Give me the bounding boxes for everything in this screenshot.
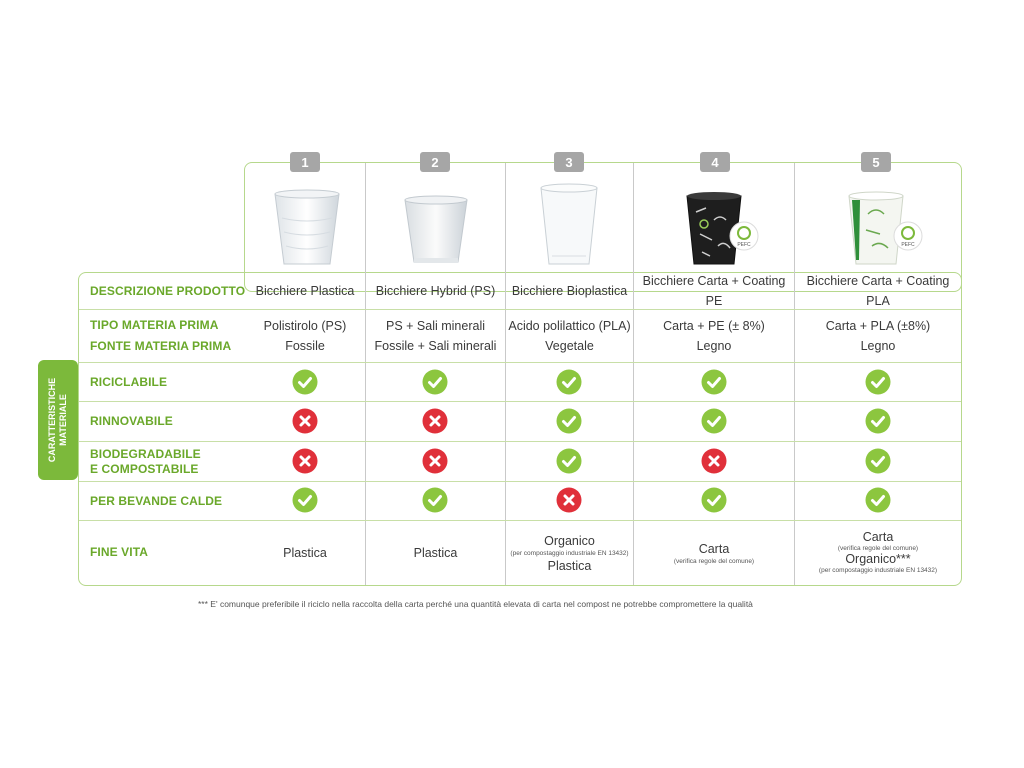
fine-vita-note: (per compostaggio industriale EN 13432) xyxy=(510,549,629,557)
check-icon xyxy=(422,487,448,513)
row-label-fine-vita: FINE VITA xyxy=(90,545,149,559)
description-cell: Bicchiere Hybrid (PS) xyxy=(375,284,496,298)
bioplastic-cup-image xyxy=(538,182,600,268)
cross-icon xyxy=(422,448,448,474)
row-label-fonte: FONTE MATERIA PRIMA xyxy=(90,339,232,353)
materia-cell xyxy=(634,310,794,362)
product-number-badge: 5 xyxy=(861,152,891,172)
product-number-badge: 3 xyxy=(554,152,584,172)
fine-vita-cell xyxy=(634,521,794,585)
materia-cell xyxy=(506,310,633,362)
check-icon xyxy=(422,369,448,395)
fine-vita-text: Organico*** xyxy=(845,552,911,566)
row-label-bevande: PER BEVANDE CALDE xyxy=(90,494,223,508)
paper-cup-pe-image xyxy=(684,190,764,268)
check-icon xyxy=(556,448,582,474)
footnote: *** E' comunque preferibile il riciclo nella raccolta della carta perché una quantità elevata di carta nel compost ne potrebbe compromettere la qualità xyxy=(198,599,753,609)
materia-text: Polistirolo (PS) xyxy=(263,319,347,333)
check-icon xyxy=(556,408,582,434)
check-icon xyxy=(556,369,582,395)
sidebar-label-line1: CARATTERISTICHE xyxy=(47,377,57,463)
row-divider xyxy=(79,362,961,363)
fonte-text: Legno xyxy=(696,339,732,353)
description-cell: Bicchiere Carta + Coating PE xyxy=(642,274,786,308)
materia-cell xyxy=(795,310,961,362)
check-icon xyxy=(292,369,318,395)
row-divider xyxy=(79,441,961,442)
fine-vita-note: (per compostaggio industriale EN 13432) xyxy=(818,567,938,574)
product-number-badge: 4 xyxy=(700,152,730,172)
materia-text: Carta + PLA (±8%) xyxy=(825,319,931,333)
row-divider xyxy=(79,481,961,482)
fine-vita-cell xyxy=(795,521,961,585)
paper-cup-pla-image xyxy=(846,190,928,268)
cross-icon xyxy=(701,448,727,474)
plastic-cup-image xyxy=(272,188,342,268)
cross-icon xyxy=(292,408,318,434)
check-icon xyxy=(865,487,891,513)
fonte-text: Fossile xyxy=(285,339,325,353)
row-label-rinnovabile: RINNOVABILE xyxy=(90,414,173,428)
description-cell: Bicchiere Plastica xyxy=(255,284,355,298)
materia-text: Carta + PE (± 8%) xyxy=(663,319,765,333)
check-icon xyxy=(865,448,891,474)
pefc-label: PEFC xyxy=(737,242,751,248)
fine-vita-cell xyxy=(506,521,633,585)
fine-vita-cell xyxy=(366,521,505,585)
fine-vita-cell xyxy=(245,521,365,585)
row-label-biodegradabile xyxy=(90,447,201,477)
row-label-biodegradabile-line1: BIODEGRADABILE xyxy=(90,447,201,461)
cross-icon xyxy=(292,448,318,474)
fine-vita-text: Plastica xyxy=(413,546,458,560)
sidebar-caratteristiche xyxy=(38,360,78,480)
fonte-text: Legno xyxy=(860,339,896,353)
materia-cell xyxy=(366,310,505,362)
check-icon xyxy=(292,487,318,513)
fine-vita-note: (verifica regole del comune) xyxy=(837,545,919,552)
check-icon xyxy=(865,408,891,434)
sidebar-label-line2: MATERIALE xyxy=(58,394,68,446)
check-icon xyxy=(865,369,891,395)
pefc-label: PEFC xyxy=(901,242,915,248)
hybrid-cup-image xyxy=(402,194,470,268)
fonte-text: Vegetale xyxy=(545,339,594,353)
cross-icon xyxy=(556,487,582,513)
fine-vita-text: Plastica xyxy=(283,546,327,560)
product-number-badge: 2 xyxy=(420,152,450,172)
row-label-riciclabile: RICICLABILE xyxy=(90,375,168,389)
row-divider xyxy=(79,401,961,402)
description-cell: Bicchiere Carta + Coating PLA xyxy=(806,274,950,308)
materia-cell xyxy=(245,310,365,362)
materia-text: Acido polilattico (PLA) xyxy=(508,319,631,333)
fine-vita-text: Carta xyxy=(862,530,894,544)
materia-text: PS + Sali minerali xyxy=(386,319,485,333)
fine-vita-text: Plastica xyxy=(547,558,592,573)
product-number-badge: 1 xyxy=(290,152,320,172)
fine-vita-text: Organico xyxy=(544,533,595,548)
check-icon xyxy=(701,369,727,395)
row-label-biodegradabile-line2: E COMPOSTABILE xyxy=(90,462,199,476)
check-icon xyxy=(701,487,727,513)
fine-vita-text: Carta xyxy=(698,541,730,556)
row-label-tipo: TIPO MATERIA PRIMA xyxy=(90,318,219,332)
fine-vita-note: (verifica regole del comune) xyxy=(673,557,755,565)
description-cell: Bicchiere Bioplastica xyxy=(511,284,628,298)
row-label-descrizione: DESCRIZIONE PRODOTTO xyxy=(90,284,246,298)
cross-icon xyxy=(422,408,448,434)
check-icon xyxy=(701,408,727,434)
fonte-text: Fossile + Sali minerali xyxy=(374,339,497,353)
